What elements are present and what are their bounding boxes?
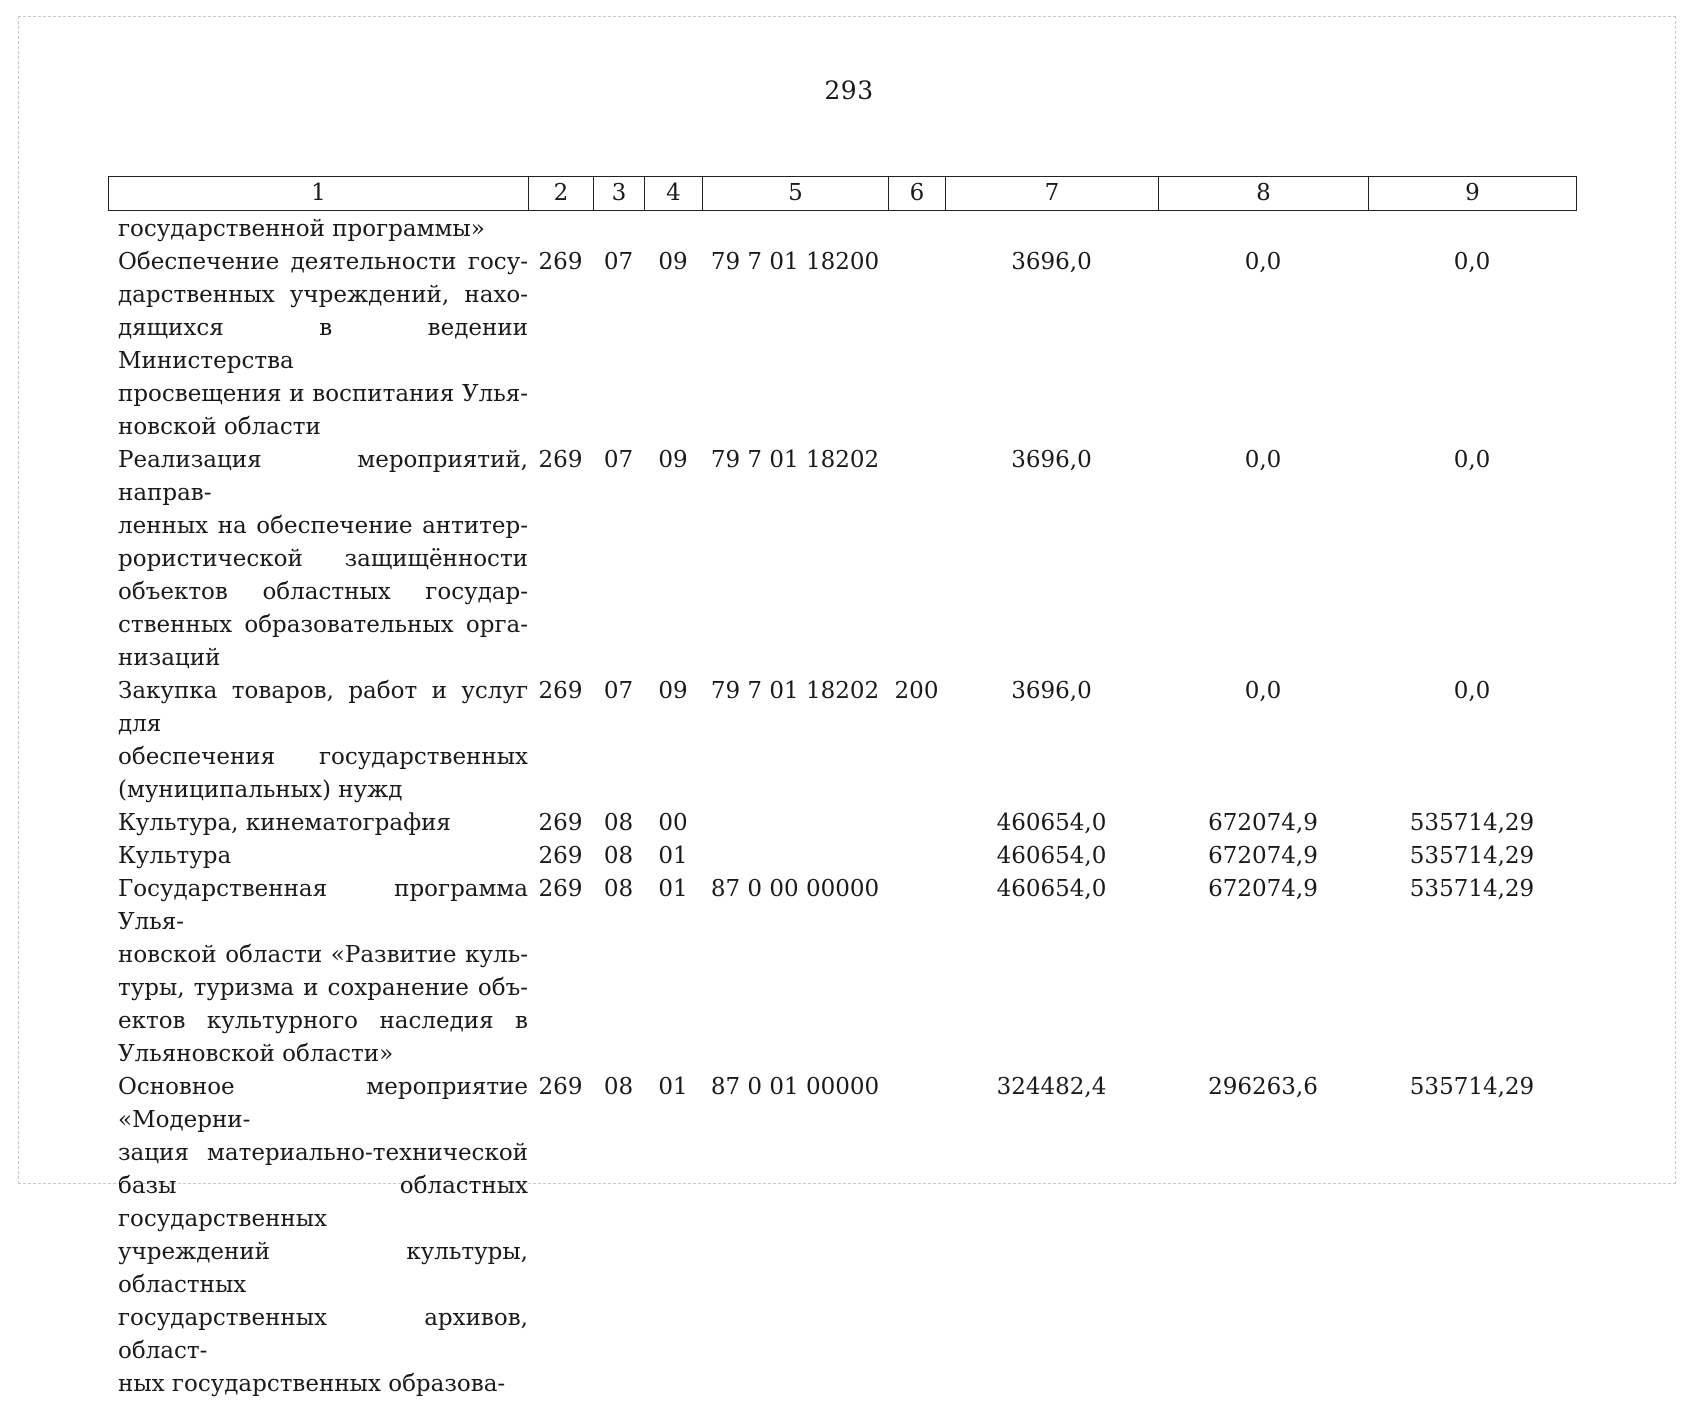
- row-name-line: базы областных государственных: [118, 1173, 528, 1232]
- amount-col-7: 460654,0: [996, 810, 1107, 836]
- section-code: 07: [603, 678, 634, 704]
- amount-col-9: 0,0: [1453, 678, 1491, 704]
- row-name-line: туры, туризма и сохранение объ-: [118, 975, 528, 1001]
- amount-col-9: 0,0: [1453, 249, 1491, 275]
- row-name-line: Основное мероприятие «Модерни-: [118, 1074, 528, 1133]
- row-name: [108, 675, 528, 807]
- agency-code: 269: [538, 876, 583, 902]
- column-header-1: 1: [109, 177, 529, 211]
- target-article-code: 87 0 01 00000: [710, 1074, 880, 1100]
- agency-code: 269: [538, 810, 583, 836]
- budget-rows: [108, 213, 1576, 1401]
- amount-col-9: 0,0: [1453, 447, 1491, 473]
- row-name: [108, 840, 528, 873]
- amount-col-8: 672074,9: [1208, 810, 1318, 836]
- amount-col-8: 0,0: [1244, 249, 1282, 275]
- subsection-code: 09: [658, 678, 688, 704]
- page-number: 293: [824, 76, 874, 105]
- row-name: [108, 873, 528, 1071]
- amount-col-7: 460654,0: [996, 843, 1107, 869]
- row-name-line: Обеспечение деятельности госу-: [118, 249, 528, 275]
- row-name-line: Культура, кинематография: [118, 810, 451, 836]
- column-header-8: 8: [1159, 177, 1369, 211]
- agency-code: 269: [538, 843, 583, 869]
- subsection-code: 00: [658, 810, 688, 836]
- row-name-line: ных государственных образова-: [118, 1371, 506, 1397]
- row-name-line: новской области «Развитие куль-: [118, 942, 528, 968]
- row-name-line: обеспечения государственных: [118, 744, 528, 770]
- row-name-line: Ульяновской области»: [118, 1041, 394, 1067]
- agency-code: 269: [538, 1074, 583, 1100]
- column-header-7: 7: [946, 177, 1159, 211]
- table-row: [108, 675, 1576, 807]
- column-header-6: 6: [889, 177, 946, 211]
- target-article-code: 79 7 01 18200: [710, 249, 880, 275]
- column-header-2: 2: [529, 177, 594, 211]
- row-name-line: государственной программы»: [118, 216, 485, 242]
- amount-col-7: 460654,0: [996, 876, 1107, 902]
- subsection-code: 01: [658, 1074, 688, 1100]
- row-name: [108, 444, 528, 675]
- column-header-5: 5: [703, 177, 889, 211]
- amount-col-9: 535714,29: [1409, 876, 1535, 902]
- table-row: [108, 213, 1576, 246]
- amount-col-8: 0,0: [1244, 447, 1282, 473]
- section-code: 08: [603, 843, 634, 869]
- row-name-line: (муниципальных) нужд: [118, 777, 403, 803]
- row-name-line: ственных образовательных орга-: [118, 612, 528, 638]
- section-code: 08: [603, 810, 634, 836]
- amount-col-9: 535714,29: [1409, 843, 1535, 869]
- expense-type-code: 200: [894, 678, 939, 704]
- row-name-line: просвещения и воспитания Улья-: [118, 381, 528, 407]
- subsection-code: 09: [658, 447, 688, 473]
- row-name: [108, 807, 528, 840]
- agency-code: 269: [538, 678, 583, 704]
- table-row: [108, 840, 1576, 873]
- amount-col-8: 672074,9: [1208, 876, 1318, 902]
- row-name: [108, 213, 528, 246]
- row-name-line: ленных на обеспечение антитер-: [118, 513, 528, 539]
- column-header-table: [108, 176, 1577, 211]
- column-header-4: 4: [645, 177, 703, 211]
- amount-col-8: 0,0: [1244, 678, 1282, 704]
- row-name-line: Культура: [118, 843, 232, 869]
- table-row: [108, 807, 1576, 840]
- amount-col-7: 324482,4: [996, 1074, 1107, 1100]
- row-name: [108, 246, 528, 444]
- row-name-line: рористической защищённости: [118, 546, 528, 572]
- target-article-code: 79 7 01 18202: [710, 678, 880, 704]
- row-name-line: учреждений культуры, областных: [118, 1239, 528, 1298]
- column-header-9: 9: [1369, 177, 1577, 211]
- row-name-line: ектов культурного наследия в: [118, 1008, 528, 1034]
- agency-code: 269: [538, 447, 583, 473]
- subsection-code: 09: [658, 249, 688, 275]
- row-name-line: новской области: [118, 414, 321, 440]
- column-header-3: 3: [594, 177, 645, 211]
- row-name-line: объектов областных государ-: [118, 579, 528, 605]
- target-article-code: 79 7 01 18202: [710, 447, 880, 473]
- amount-col-7: 3696,0: [1011, 447, 1092, 473]
- subsection-code: 01: [658, 876, 688, 902]
- row-name-line: государственных архивов, област-: [118, 1305, 528, 1364]
- row-name-line: Государственная программа Улья-: [118, 876, 528, 935]
- amount-col-7: 3696,0: [1011, 249, 1092, 275]
- row-name-line: дящихся в ведении Министерства: [118, 315, 528, 374]
- table-row: [108, 1071, 1576, 1401]
- section-code: 08: [603, 876, 634, 902]
- amount-col-8: 296263,6: [1208, 1074, 1318, 1100]
- amount-col-8: 672074,9: [1208, 843, 1318, 869]
- row-name-line: дарственных учреждений, нахо-: [118, 282, 528, 308]
- section-code: 07: [603, 447, 634, 473]
- section-code: 07: [603, 249, 634, 275]
- target-article-code: 87 0 00 00000: [710, 876, 880, 902]
- table-row: [108, 873, 1576, 1071]
- table-row: [108, 444, 1576, 675]
- amount-col-9: 535714,29: [1409, 1074, 1535, 1100]
- agency-code: 269: [538, 249, 583, 275]
- table-row: [108, 246, 1576, 444]
- row-name: [108, 1071, 528, 1401]
- row-name-line: низаций: [118, 645, 221, 671]
- row-name-line: Закупка товаров, работ и услуг для: [118, 678, 528, 737]
- row-name-line: зация материально-технической: [118, 1140, 528, 1166]
- subsection-code: 01: [658, 843, 688, 869]
- section-code: 08: [603, 1074, 634, 1100]
- amount-col-9: 535714,29: [1409, 810, 1535, 836]
- row-name-line: Реализация мероприятий, направ-: [118, 447, 528, 506]
- amount-col-7: 3696,0: [1011, 678, 1092, 704]
